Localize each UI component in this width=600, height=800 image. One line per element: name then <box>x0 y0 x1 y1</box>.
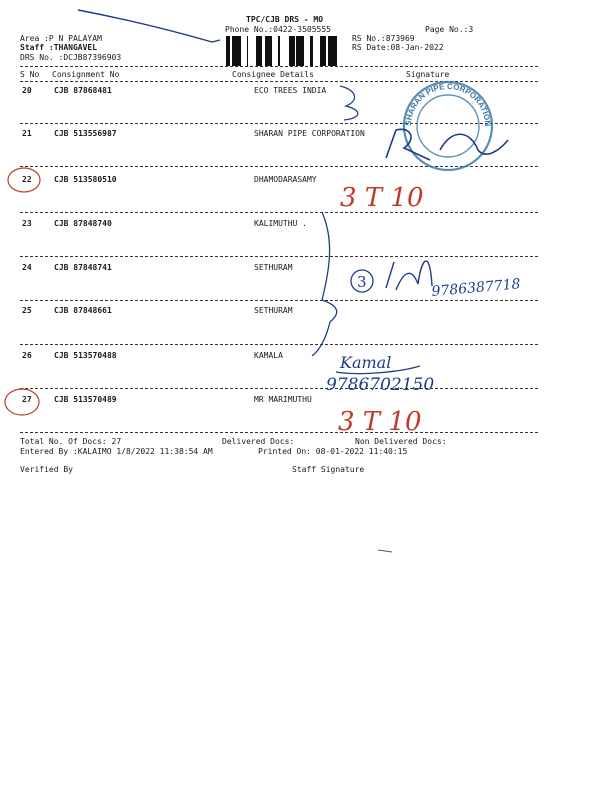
phone-number: Phone No.:0422-3505555 <box>225 25 331 34</box>
row-sno: 26 <box>22 351 32 360</box>
row-consignee: KALIMUTHU . <box>254 219 307 228</box>
col-consignee: Consignee Details <box>232 70 314 79</box>
row-consignee: ECO TREES INDIA <box>254 86 327 95</box>
rs-number: RS No.:873969 <box>352 34 415 43</box>
row-consignment: CJB 513570488 <box>54 351 117 360</box>
drs-number: DRS No. :DCJB87396903 <box>20 53 122 62</box>
row-consignment: CJB 87848661 <box>54 306 112 315</box>
row27-circle-mark <box>5 389 39 415</box>
row-sno: 24 <box>22 263 32 272</box>
row-consignment: CJB 513556987 <box>54 129 117 138</box>
row-consignee: KAMALA <box>254 351 283 360</box>
non-delivered-docs: Non Delivered Docs: <box>355 437 447 446</box>
header-pen-stroke <box>78 10 220 42</box>
stamp-text: SHARAN PIPE CORPORATION <box>403 81 493 127</box>
row24-circle-number: 3 <box>357 273 367 291</box>
verified-by: Verified By <box>20 465 73 474</box>
row-consignee: SETHURAM <box>254 306 293 315</box>
row26-name: Kamal <box>340 353 392 372</box>
area: Area :P N PALAYAM <box>20 34 102 43</box>
row-consignment: CJB 87848740 <box>54 219 112 228</box>
col-sno: S No <box>20 70 40 79</box>
page-number: Page No.:3 <box>425 25 474 34</box>
row22-circle-mark <box>8 168 40 192</box>
row-consignee: SETHURAM <box>254 263 293 272</box>
row-sno: 27 <box>22 395 32 404</box>
company-stamp <box>404 82 492 170</box>
row24-phone: 9786387718 <box>430 276 522 300</box>
row-consignment: CJB 87868481 <box>54 86 112 95</box>
row-sno: 22 <box>22 175 32 184</box>
row-consignee: MR MARIMUTHU <box>254 395 312 404</box>
row22-note: 3 T 10 <box>340 183 424 213</box>
row20-scribble <box>340 86 358 120</box>
total-docs: Total No. Of Docs: 27 <box>20 437 122 446</box>
report-title: TPC/CJB DRS - MO <box>246 15 324 24</box>
staff-name: Staff :THANGAVEL <box>20 43 98 52</box>
staff-signature: Staff Signature <box>292 465 365 474</box>
ink-smudge <box>378 550 392 552</box>
row-consignee: DHAMODARASAMY <box>254 175 317 184</box>
rs-date: RS Date:08-Jan-2022 <box>352 43 444 52</box>
row27-note: 3 T 10 <box>338 407 422 437</box>
row-consignee: SHARAN PIPE CORPORATION <box>254 129 365 138</box>
row-consignment: CJB 513580510 <box>54 175 117 184</box>
row-sno: 25 <box>22 306 32 315</box>
row24-signature <box>386 261 432 290</box>
row-sno: 21 <box>22 129 32 138</box>
row-consignment: CJB 513570489 <box>54 395 117 404</box>
col-consignment: Consignment No <box>52 70 120 79</box>
grouping-brace <box>312 212 337 356</box>
row-sno: 20 <box>22 86 32 95</box>
row-consignment: CJB 87848741 <box>54 263 112 272</box>
entered-by: Entered By :KALAIMO 1/8/2022 11:38:54 AM <box>20 447 213 456</box>
col-signature: Signature <box>406 70 450 79</box>
printed-on: Printed On: 08-01-2022 11:40:15 <box>258 447 408 456</box>
row26-phone: 9786702150 <box>326 375 435 395</box>
delivered-docs: Delivered Docs: <box>222 437 295 446</box>
row-sno: 23 <box>22 219 32 228</box>
